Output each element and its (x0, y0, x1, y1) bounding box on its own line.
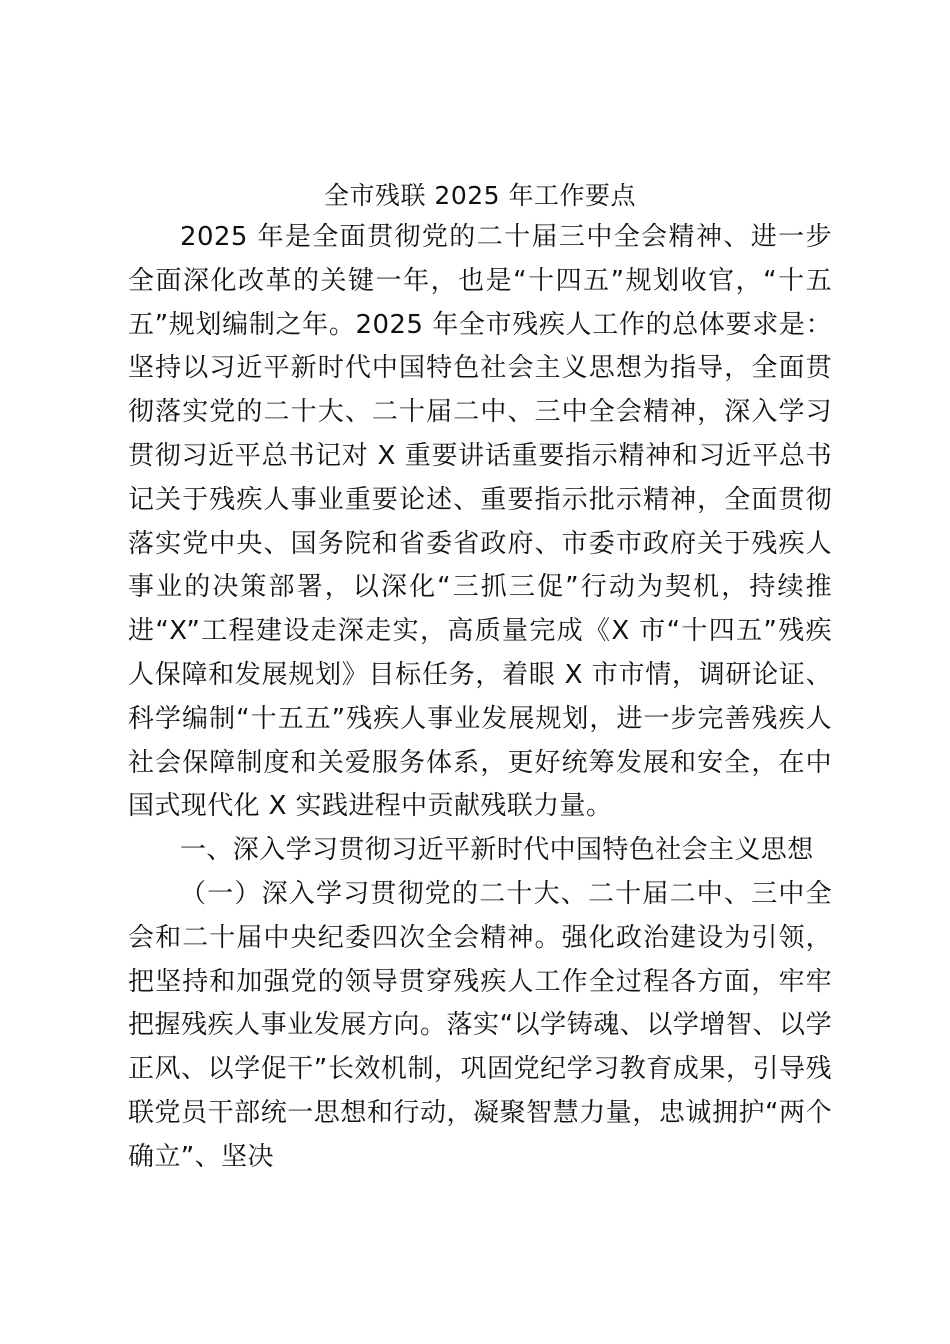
section-paragraph: （一）深入学习贯彻党的二十大、二十届二中、三中全会和二十届中央纪委四次全会精神。强化政治建设为引领，把坚持和加强党的领导贯穿残疾人工作全过程各方面，牢牢把握残疾人事业发展方向。落实“以学铸魂、以学增智、以学正风、以学促干”长效机制，巩固党纪学习教育成果，引导残联党员干部统一思想和行动，凝聚智慧力量，忠诚拥护“两个确立”、坚决 (128, 878, 832, 1172)
intro-paragraph: 2025 年是全面贯彻党的二十届三中全会精神、进一步全面深化改革的关键一年，也是“十四五”规划收官，“十五五”规划编制之年。2025 年全市残疾人工作的总体要求是：坚持以习近平新时代中国特色社会主义思想为指导，全面贯彻落实党的二十大、二十届二中、三中全会精神，深入学习贯彻习近平总书记对 X 重要讲话重要指示精神和习近平总书记关于残疾人事业重要论述、重要指示批示精神，全面贯彻落实党中央、国务院和省委省政府、市委市政府关于残疾人事业的决策部署，以深化“三抓三促”行动为契机，持续推进“X”工程建设走深走实，高质量完成《X 市“十四五”残疾人保障和发展规划》目标任务，着眼 X 市市情，调研论证、科学编制“十五五”残疾人事业发展规划，进一步完善残疾人社会保障制度和关爱服务体系，更好统筹发展和安全，在中国式现代化 X 实践进程中贡献残联力量。 (128, 222, 832, 822)
section-heading: 一、深入学习贯彻习近平新时代中国特色社会主义思想 (180, 835, 814, 866)
document-title: 全市残联 2025 年工作要点 (323, 181, 637, 210)
document-body (128, 176, 832, 1180)
